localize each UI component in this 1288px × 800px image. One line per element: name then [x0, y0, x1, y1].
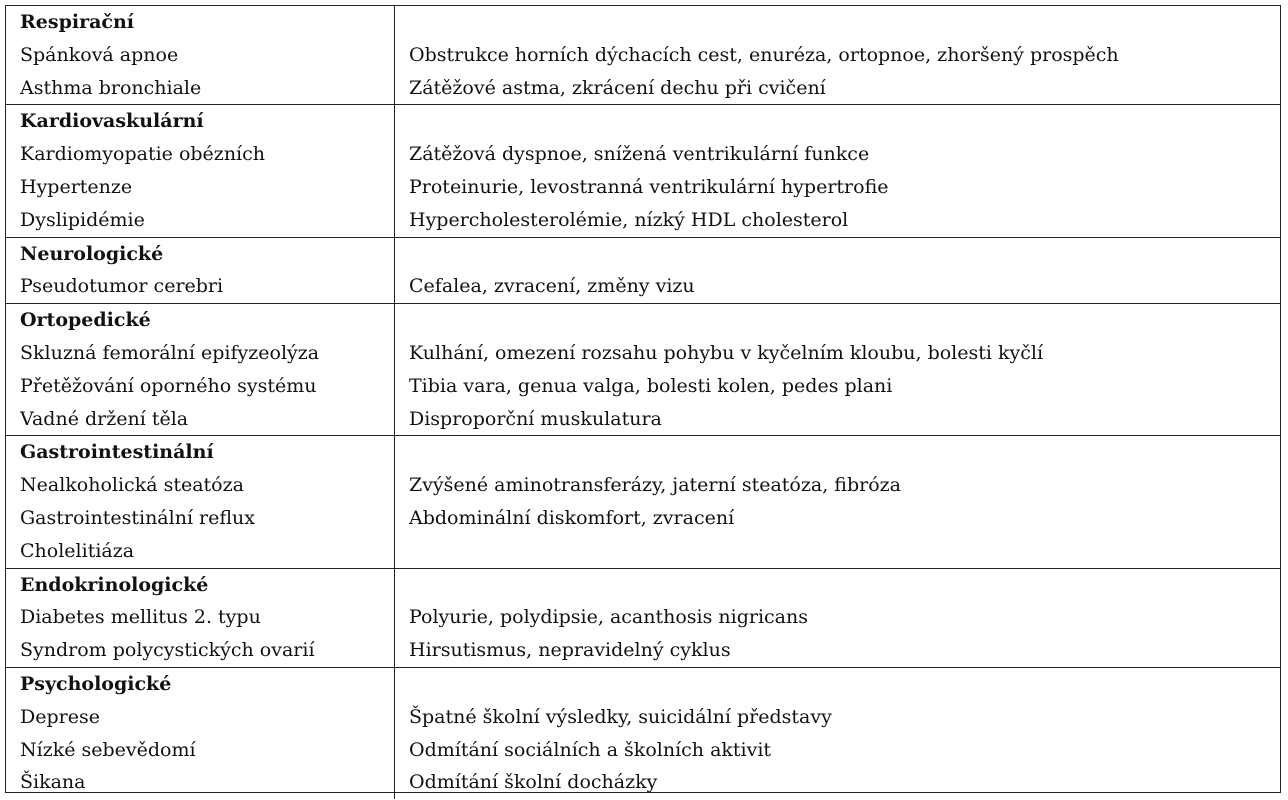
symptoms-cell: Zvýšené aminotransferázy, jaterní steatóza, fibróza	[409, 474, 901, 497]
blank-cell	[409, 668, 1280, 701]
condition-cell: Cholelitiáza	[20, 539, 135, 562]
symptoms-cell: Obstrukce horních dýchacích cest, enuréza, ortopnoe, zhoršený prospěch	[409, 43, 1119, 66]
condition-cell: Nealkoholická steatóza	[20, 474, 244, 497]
condition-cell: Skluzná femorální epifyzeolýza	[20, 341, 320, 364]
section-endocrine	[6, 569, 1280, 668]
condition-cell: Šikana	[20, 771, 86, 794]
symptoms-cell: Disproporční muskulatura	[409, 407, 662, 430]
symptoms-cell: Abdominální diskomfort, zvracení	[409, 506, 735, 529]
condition-cell: Deprese	[20, 705, 100, 728]
condition-cell: Vadné držení těla	[20, 407, 189, 430]
condition-cell: Pseudotumor cerebri	[20, 275, 224, 298]
condition-cell: Syndrom polycystických ovarií	[20, 639, 315, 662]
condition-cell: Dyslipidémie	[20, 208, 145, 231]
symptoms-column	[395, 436, 1280, 567]
section-orthopedic	[6, 304, 1280, 436]
conditions-column	[6, 569, 395, 667]
symptoms-cell: Cefalea, zvracení, změny vizu	[409, 275, 695, 298]
symptoms-column	[395, 238, 1280, 304]
symptoms-column	[395, 105, 1280, 236]
section-heading: Ortopedické	[20, 309, 151, 332]
condition-cell: Nízké sebevědomí	[20, 738, 196, 761]
section-neurological	[6, 238, 1280, 305]
condition-cell: Spánková apnoe	[20, 43, 179, 66]
conditions-column	[6, 436, 395, 567]
conditions-column	[6, 238, 395, 304]
condition-cell: Kardiomyopatie obézních	[20, 143, 266, 166]
blank-cell	[409, 105, 1280, 138]
symptoms-cell: Odmítání školní docházky	[409, 771, 658, 794]
section-psychological	[6, 668, 1280, 799]
symptoms-cell: Špatné školní výsledky, suicidální představy	[409, 705, 832, 728]
symptoms-cell: Zátěžová dyspnoe, snížená ventrikulární funkce	[409, 143, 870, 166]
symptoms-cell: Zátěžové astma, zkrácení dechu při cvičení	[409, 76, 826, 99]
blank-cell	[409, 304, 1280, 337]
blank-cell	[409, 6, 1280, 39]
symptoms-cell: Hirsutismus, nepravidelný cyklus	[409, 639, 731, 662]
section-cardiovascular	[6, 105, 1280, 237]
condition-cell: Gastrointestinální reflux	[20, 506, 256, 529]
symptoms-column	[395, 6, 1280, 104]
section-respiratory	[6, 6, 1280, 105]
conditions-column	[6, 668, 395, 799]
symptoms-column	[395, 569, 1280, 667]
symptoms-cell: Hypercholesterolémie, nízký HDL cholesterol	[409, 208, 849, 231]
blank-cell	[409, 569, 1280, 602]
section-heading: Endokrinologické	[20, 573, 209, 596]
section-heading: Kardiovaskulární	[20, 110, 204, 133]
symptoms-cell: Tibia vara, genua valga, bolesti kolen, pedes plani	[409, 374, 893, 397]
complications-table	[5, 5, 1281, 793]
conditions-column	[6, 6, 395, 104]
condition-cell: Diabetes mellitus 2. typu	[20, 606, 261, 629]
section-heading: Psychologické	[20, 672, 172, 695]
conditions-column	[6, 105, 395, 236]
symptoms-cell: Odmítání sociálních a školních aktivit	[409, 738, 772, 761]
section-gastrointestinal	[6, 436, 1280, 568]
condition-cell: Hypertenze	[20, 175, 133, 198]
symptoms-column	[395, 304, 1280, 435]
symptoms-cell: Proteinurie, levostranná ventrikulární hypertrofie	[409, 175, 889, 198]
section-heading: Respirační	[20, 11, 134, 33]
symptoms-cell	[409, 535, 1280, 568]
blank-cell	[409, 238, 1280, 271]
conditions-column	[6, 304, 395, 435]
condition-cell: Přetěžování oporného systému	[20, 374, 317, 397]
blank-cell	[409, 436, 1280, 469]
symptoms-column	[395, 668, 1280, 799]
section-heading: Gastrointestinální	[20, 441, 214, 464]
symptoms-cell: Kulhání, omezení rozsahu pohybu v kyčelním kloubu, bolesti kyčlí	[409, 341, 1044, 364]
symptoms-cell: Polyurie, polydipsie, acanthosis nigricans	[409, 606, 808, 629]
condition-cell: Asthma bronchiale	[20, 76, 202, 99]
section-heading: Neurologické	[20, 242, 164, 265]
